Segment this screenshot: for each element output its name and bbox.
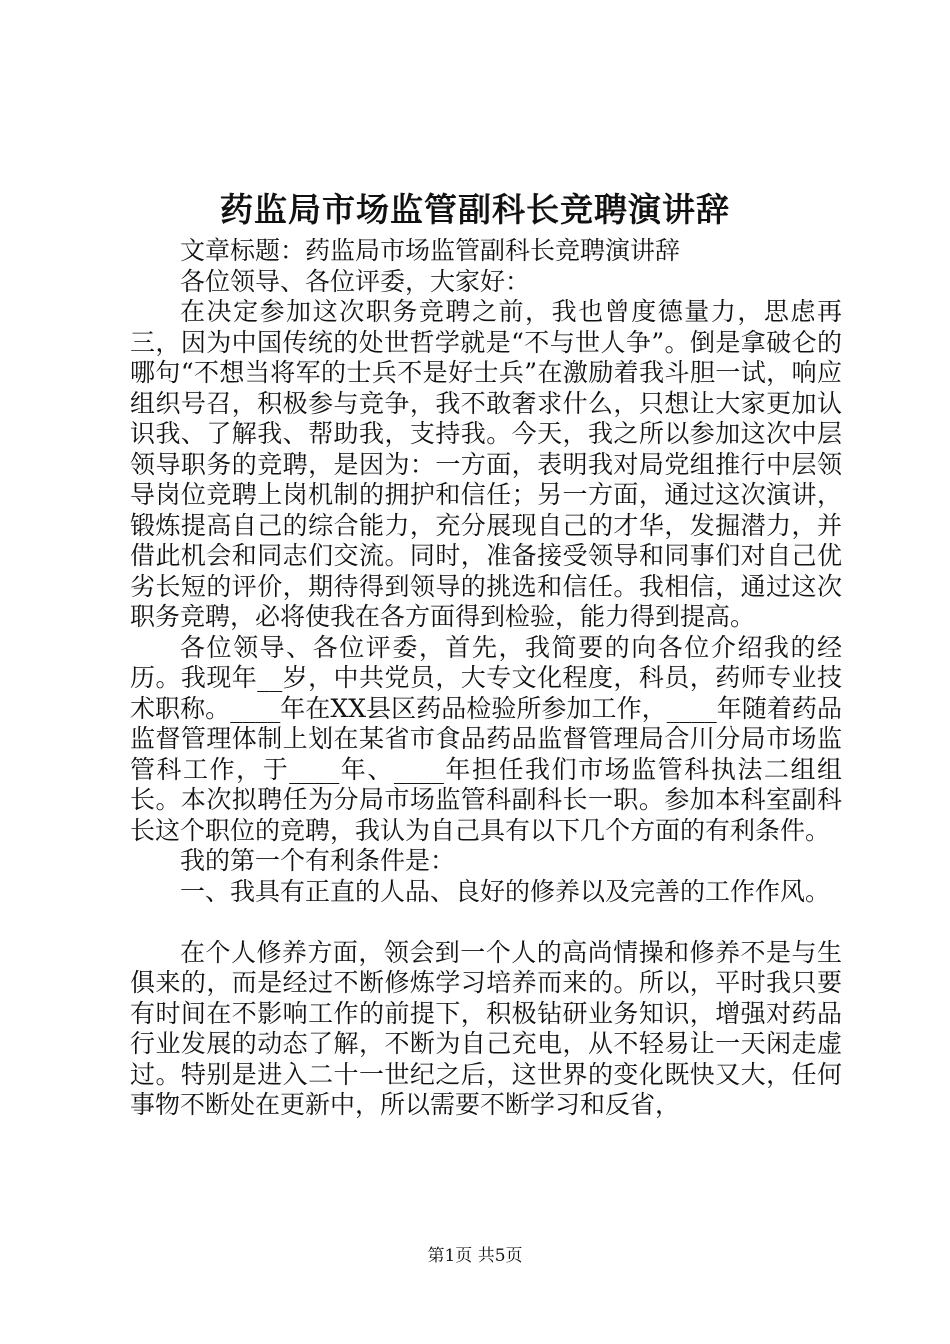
article-title-line: 文章标题：药监局市场监管副科长竞聘演讲辞 xyxy=(180,236,681,265)
body-paragraph: 我的第一个有利条件是： xyxy=(180,846,456,875)
document-body xyxy=(130,236,842,1121)
page-number-footer: 第1页 共5页 xyxy=(427,1246,523,1266)
section-heading: 一、我具有正直的人品、良好的修养以及完善的工作作风。 xyxy=(180,876,831,906)
greeting-line: 各位领导、各位评委，大家好： xyxy=(180,266,531,296)
body-paragraph: 各位领导、各位评委，首先，我简要的向各位介绍我的经历。我现年__岁，中共党员，大专文化程度，科员，药师专业技术职称。____年在XX县区药品检验所参加工作，____年随着药品监督管理体制上划在某省市食品药品监督管理局合川分局市场监管科工作，于____年、____年担任我们市场监管科执法二组组长。本次拟聘任为分局市场监管科副科长一职。参加本科室副科长这个职位的竞聘，我认为自己具有以下几个方面的有利条件。 xyxy=(130,632,842,845)
document-title: 药监局市场监管副科长竞聘演讲辞 xyxy=(220,190,730,229)
paragraph-gap xyxy=(130,907,842,938)
body-paragraph: 在个人修养方面，领会到一个人的高尚情操和修养不是与生俱来的，而是经过不断修炼学习培养而来的。所以，平时我只要有时间在不影响工作的前提下，积极钻研业务知识，增强对药品行业发展的动态了解，不断为自己充电，从不轻易让一天闲走虚过。特别是进入二十一世纪之后，这世界的变化既快又大，任何事物不断处在更新中，所以需要不断学习和反省， xyxy=(130,937,842,1119)
body-paragraph: 在决定参加这次职务竞聘之前，我也曾度德量力，思虑再三，因为中国传统的处世哲学就是“不与世人争”。倒是拿破仑的哪句“不想当将军的士兵不是好士兵”在激励着我斗胆一试，响应组织号召，积极参与竞争，我不敢奢求什么，只想让大家更加认识我、了解我、帮助我，支持我。今天，我之所以参加这次中层领导职务的竞聘，是因为：一方面，表明我对局党组推行中层领导岗位竞聘上岗机制的拥护和信任；另一方面，通过这次演讲，锻炼提高自己的综合能力，充分展现自己的才华，发掘潜力，并借此机会和同志们交流。同时，准备接受领导和同事们对自己优劣长短的评价，期待得到领导的挑选和信任。我相信，通过这次职务竞聘，必将使我在各方面得到检验，能力得到提高。 xyxy=(130,297,842,631)
